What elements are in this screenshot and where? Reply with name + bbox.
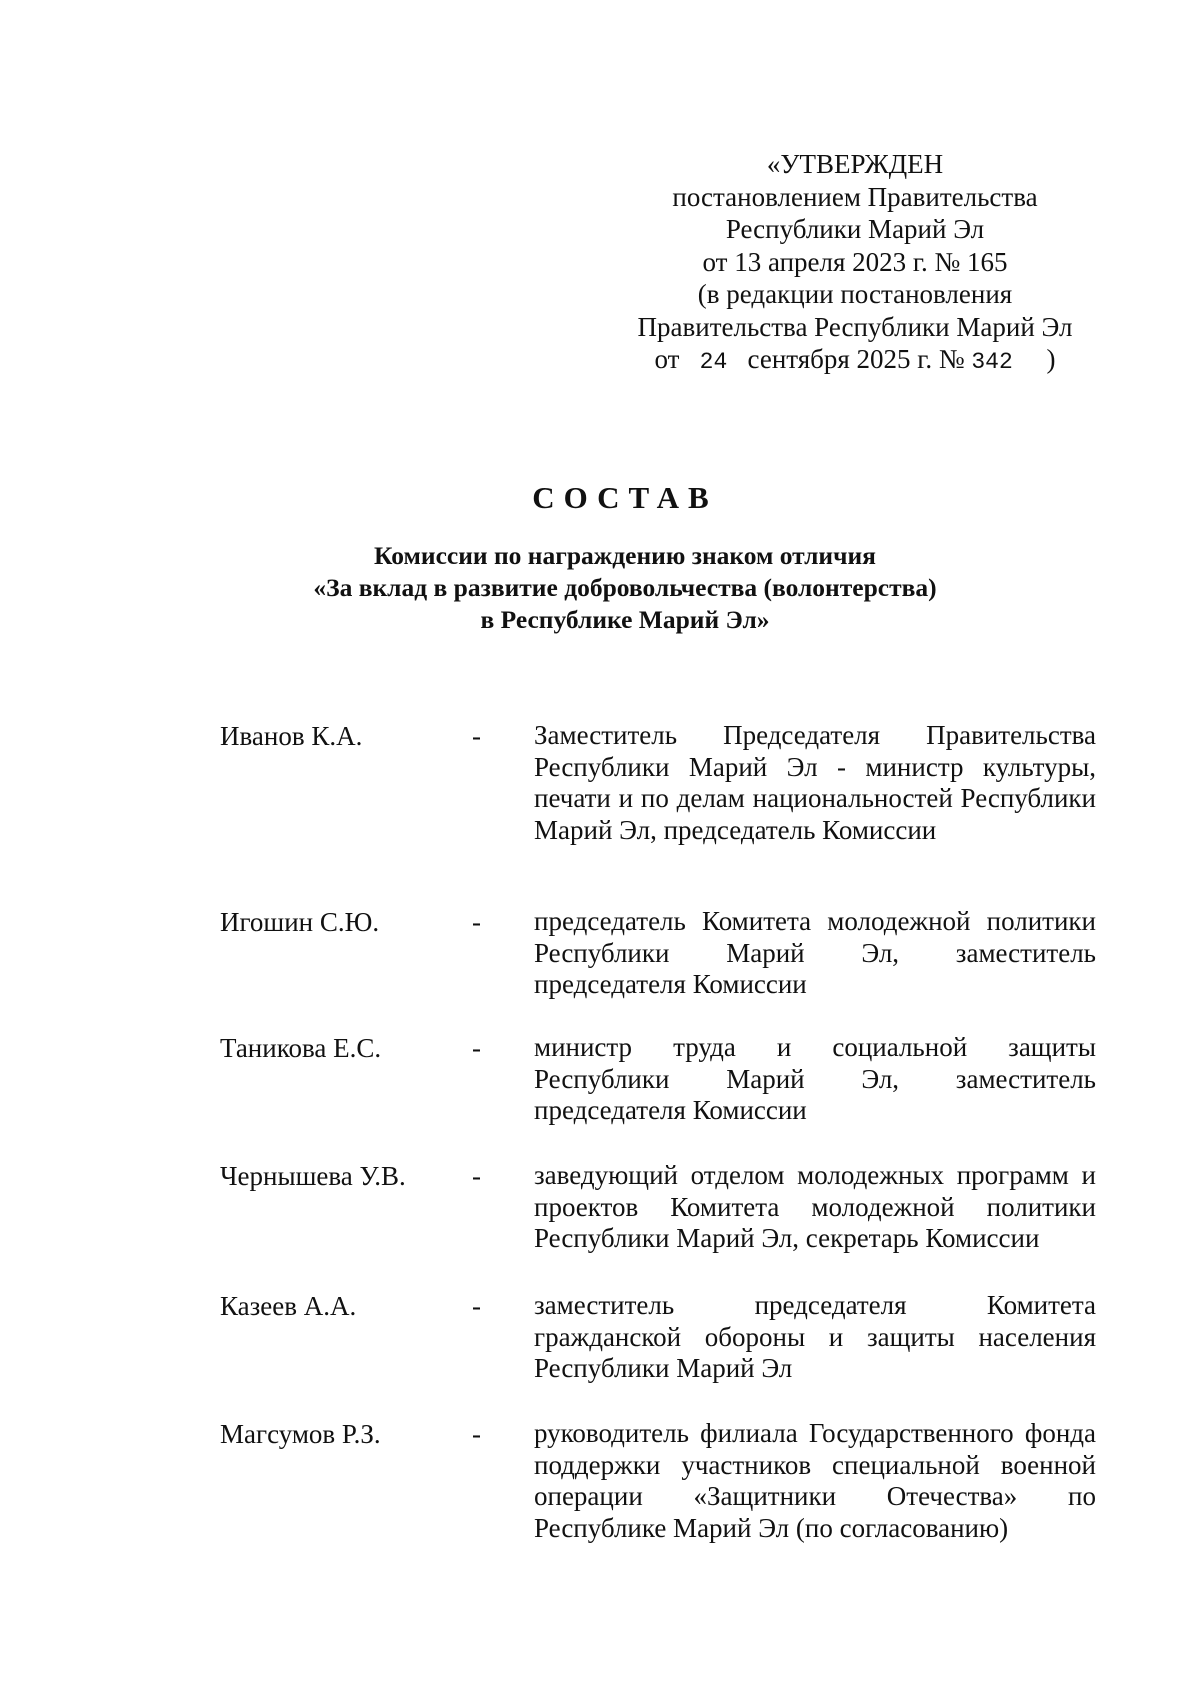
approval-date-line [620,343,1090,379]
date-month-year: сентября 2025 г. № [747,344,965,374]
member-name: Игошин С.Ю. [220,907,380,937]
document-subtitle [50,540,1200,636]
member-position: заведующий отделом молодежных программ и проектов Комитета молодежной политики Республики Марий Эл, секретарь Комиссии [534,1160,1096,1253]
member-name: Чернышева У.В. [220,1161,406,1191]
document-heading [0,478,1200,636]
date-suffix: ) [1046,344,1056,374]
member-dash: - [472,1419,481,1449]
subtitle-line: Комиссии по награждению знаком отличия [374,541,876,570]
date-number: 342 [971,349,1013,375]
approval-line: (в редакции постановления [697,279,1013,309]
subtitle-line: в Республике Марий Эл» [480,605,770,634]
member-dash: - [472,721,481,751]
member-dash: - [472,1291,481,1321]
member-position: заместитель председателя Комитета гражданской обороны и защиты населения Республики Марий Эл [534,1290,1096,1383]
member-position: Заместитель Председателя Правительства Республики Марий Эл - министр культуры, печати и по делам национальностей Республики Марий Эл, председатель Комиссии [534,720,1096,845]
subtitle-line: «За вклад в развитие добровольчества (волонтерства) [313,573,937,602]
member-name: Иванов К.А. [220,721,363,751]
approval-line: постановлением Правительства [672,181,1038,212]
approval-line: от 13 апреля 2023 г. № 165 [702,246,1008,277]
member-dash: - [472,907,481,937]
date-prefix: от [654,344,680,374]
member-name: Магсумов Р.З. [220,1419,381,1449]
approval-stamp-block [620,148,1090,379]
member-dash: - [472,1161,481,1191]
member-name: Казеев А.А. [220,1291,357,1321]
member-position: министр труда и социальной защиты Республики Марий Эл, заместитель председателя Комиссии [534,1032,1096,1125]
date-day: 24 [699,349,728,375]
approval-line: «УТВЕРЖДЕН [766,149,944,179]
member-dash: - [472,1033,481,1063]
member-position: руководитель филиала Государственного фонда поддержки участников специальной военной операции «Защитники Отечества» по Республике Марий Эл (по согласованию) [534,1418,1096,1543]
member-position: председатель Комитета молодежной политики Республики Марий Эл, заместитель председателя Комиссии [534,906,1096,999]
member-name: Таникова Е.С. [220,1033,382,1063]
approval-line: Правительства Республики Марий Эл [637,311,1073,342]
document-title: СОСТАВ [532,480,718,515]
approval-line: Республики Марий Эл [725,214,985,244]
